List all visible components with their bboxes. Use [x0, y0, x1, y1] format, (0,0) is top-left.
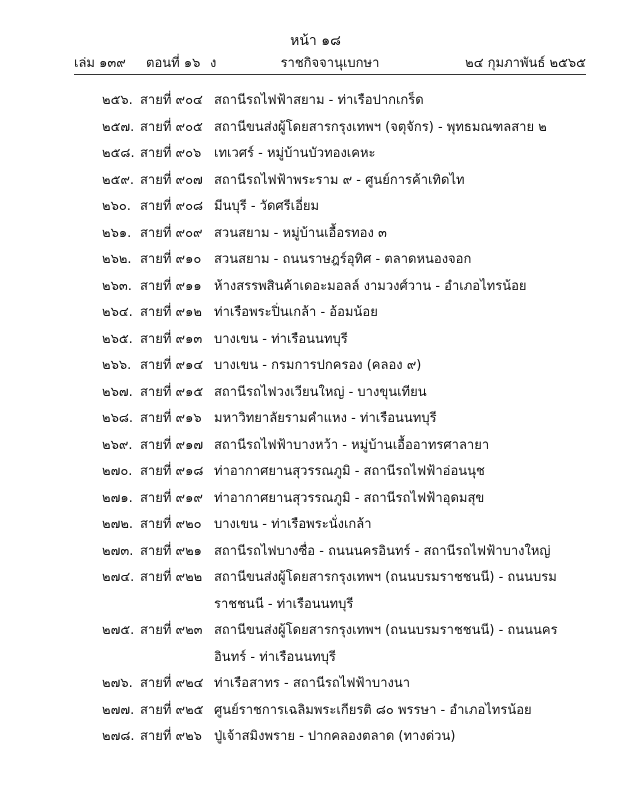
route-description: เทเวศร์ - หมู่บ้านบัวทองเคหะ	[214, 146, 376, 161]
item-number: ๒๗๗.	[102, 702, 135, 718]
route-number: สายที่ ๙๒๑	[140, 543, 202, 559]
item-number: ๒๕๙.	[102, 172, 135, 188]
item-number: ๒๗๐.	[102, 464, 133, 479]
list-item	[0, 300, 631, 327]
route-description: ปู่เจ้าสมิงพราย - ปากคลองตลาด (ทางด่วน)	[214, 729, 456, 744]
route-number: สายที่ ๙๒๓	[140, 623, 203, 638]
list-item	[0, 221, 631, 248]
route-number: สายที่ ๙๑๑	[140, 278, 202, 294]
item-number: ๒๖๒.	[102, 252, 132, 267]
list-item	[0, 565, 631, 618]
route-number: สายที่ ๙๑๒	[140, 305, 202, 320]
item-number: ๒๖๐.	[102, 199, 131, 214]
route-number: สายที่ ๙๐๙	[140, 225, 203, 241]
list-item	[0, 194, 631, 221]
route-description: ท่าเรือพระปิ่นเกล้า - อ้อมน้อย	[214, 305, 378, 320]
item-number: ๒๗๓.	[102, 543, 134, 559]
list-item	[0, 724, 631, 751]
route-description: สถานีรถไฟวงเวียนใหญ่ - บางขุนเทียน	[214, 384, 427, 400]
route-number: สายที่ ๙๑๕	[140, 384, 204, 400]
route-description: ห้างสรรพสินค้าเดอะมอลล์ งามวงศ์วาน - อำเภอไทรน้อย	[214, 278, 527, 294]
route-description: บางเขน - ท่าเรือพระนั่งเกล้า	[214, 517, 372, 532]
route-description: ท่าเรือสาทร - สถานีรถไฟฟ้าบางนา	[214, 676, 411, 691]
item-number: ๒๕๖.	[102, 93, 133, 108]
route-number: สายที่ ๙๒๖	[140, 729, 202, 744]
item-number: ๒๖๖.	[102, 358, 132, 373]
list-item	[0, 88, 631, 115]
route-number: สายที่ ๙๑๐	[140, 252, 202, 267]
list-item	[0, 353, 631, 380]
item-number: ๒๕๘.	[102, 146, 135, 161]
list-item	[0, 168, 631, 195]
gazette-header	[74, 52, 586, 75]
route-number: สายที่ ๙๑๔	[140, 358, 204, 373]
item-number: ๒๗๕.	[102, 623, 135, 638]
route-number: สายที่ ๙๐๗	[140, 172, 203, 188]
route-description: บางเขน - ท่าเรือนนทบุรี	[214, 331, 348, 347]
route-description: มหาวิทยาลัยรามคำแหง - ท่าเรือนนทบุรี	[214, 411, 437, 426]
list-item	[0, 247, 631, 274]
section-number: ตอนที่ ๑๖	[146, 56, 201, 71]
route-description: มีนบุรี - วัดศรีเอี่ยม	[214, 199, 320, 214]
list-item	[0, 141, 631, 168]
route-description: สถานีขนส่งผู้โดยสารกรุงเทพฯ (ถนนบรมราชชนนี) - ถนนบรมราชชนนี - ท่าเรือนนทบุรี	[214, 570, 557, 612]
publication-date: ๒๔ กุมภาพันธ์ ๒๕๖๕	[465, 56, 586, 71]
list-item	[0, 115, 631, 142]
route-description: สวนสยาม - หมู่บ้านเอื้อรทอง ๓	[214, 225, 387, 241]
list-item	[0, 433, 631, 460]
route-number: สายที่ ๙๒๐	[140, 517, 202, 532]
item-number: ๒๖๔.	[102, 305, 133, 320]
list-item	[0, 671, 631, 698]
route-description: สถานีรถไฟฟ้าสยาม - ท่าเรือปากเกร็ด	[214, 93, 424, 108]
item-number: ๒๖๘.	[102, 411, 133, 426]
route-number: สายที่ ๙๑๖	[140, 411, 202, 426]
item-number: ๒๖๕.	[102, 331, 133, 347]
route-description: ท่าอากาศยานสุวรรณภูมิ - สถานีรถไฟฟ้าอ่อนนุช	[214, 464, 485, 479]
item-number: ๒๕๗.	[102, 119, 135, 135]
route-description: สวนสยาม - ถนนราษฎร์อุทิศ - ตลาดหนองจอก	[214, 252, 472, 267]
item-number: ๒๗๒.	[102, 517, 134, 532]
route-number: สายที่ ๙๐๖	[140, 146, 202, 161]
route-number: สายที่ ๙๑๗	[140, 437, 204, 453]
item-number: ๒๗๖.	[102, 676, 133, 691]
list-item	[0, 327, 631, 354]
item-number: ๒๗๘.	[102, 729, 135, 744]
list-item	[0, 539, 631, 566]
list-item	[0, 618, 631, 671]
route-description: สถานีรถไฟฟ้าพระราม ๙ - ศูนย์การค้าเทิดไท	[214, 172, 465, 188]
item-number: ๒๗๔.	[102, 570, 135, 585]
route-number: สายที่ ๙๐๔	[140, 93, 203, 108]
route-description: สถานีขนส่งผู้โดยสารกรุงเทพฯ (จตุจักร) - พุทธมณฑลสาย ๒	[214, 119, 547, 135]
route-number: สายที่ ๙๑๘	[140, 464, 204, 479]
route-number: สายที่ ๙๑๙	[140, 490, 203, 506]
route-description: บางเขน - กรมการปกครอง (คลอง ๙)	[214, 358, 422, 373]
page-number: หน้า ๑๘	[290, 33, 341, 49]
list-item	[0, 486, 631, 513]
route-description: ศูนย์ราชการเฉลิมพระเกียรติ ๘๐ พรรษา - อำเภอไทรน้อย	[214, 702, 532, 718]
list-item	[0, 698, 631, 725]
route-description: สถานีรถไฟฟ้าบางหว้า - หมู่บ้านเอื้ออาทรศาลายา	[214, 437, 490, 453]
item-number: ๒๗๑.	[102, 490, 133, 506]
list-item	[0, 459, 631, 486]
item-number: ๒๖๑.	[102, 225, 132, 241]
route-number: สายที่ ๙๒๒	[140, 570, 203, 585]
route-description: สถานีขนส่งผู้โดยสารกรุงเทพฯ (ถนนบรมราชชนนี) - ถนนนครอินทร์ - ท่าเรือนนทบุรี	[214, 623, 558, 665]
volume-number: เล่ม ๑๓๙	[74, 56, 126, 71]
section-part: ง	[210, 56, 217, 71]
list-item	[0, 274, 631, 301]
item-number: ๒๖๙.	[102, 437, 133, 453]
gazette-title: ราชกิจจานุเบกษา	[280, 56, 380, 71]
list-item	[0, 512, 631, 539]
route-number: สายที่ ๙๐๕	[140, 119, 203, 135]
item-number: ๒๖๗.	[102, 384, 133, 400]
route-number: สายที่ ๙๐๘	[140, 199, 204, 214]
list-item	[0, 380, 631, 407]
route-number: สายที่ ๙๑๓	[140, 331, 203, 347]
route-number: สายที่ ๙๒๔	[140, 676, 204, 691]
route-description: ท่าอากาศยานสุวรรณภูมิ - สถานีรถไฟฟ้าอุดมสุข	[214, 490, 485, 506]
list-item	[0, 406, 631, 433]
route-number: สายที่ ๙๒๕	[140, 702, 204, 718]
item-number: ๒๖๓.	[102, 278, 132, 294]
route-description: สถานีรถไฟบางซื่อ - ถนนนครอินทร์ - สถานีรถไฟฟ้าบางใหญ่	[214, 543, 551, 559]
route-list	[0, 88, 631, 751]
